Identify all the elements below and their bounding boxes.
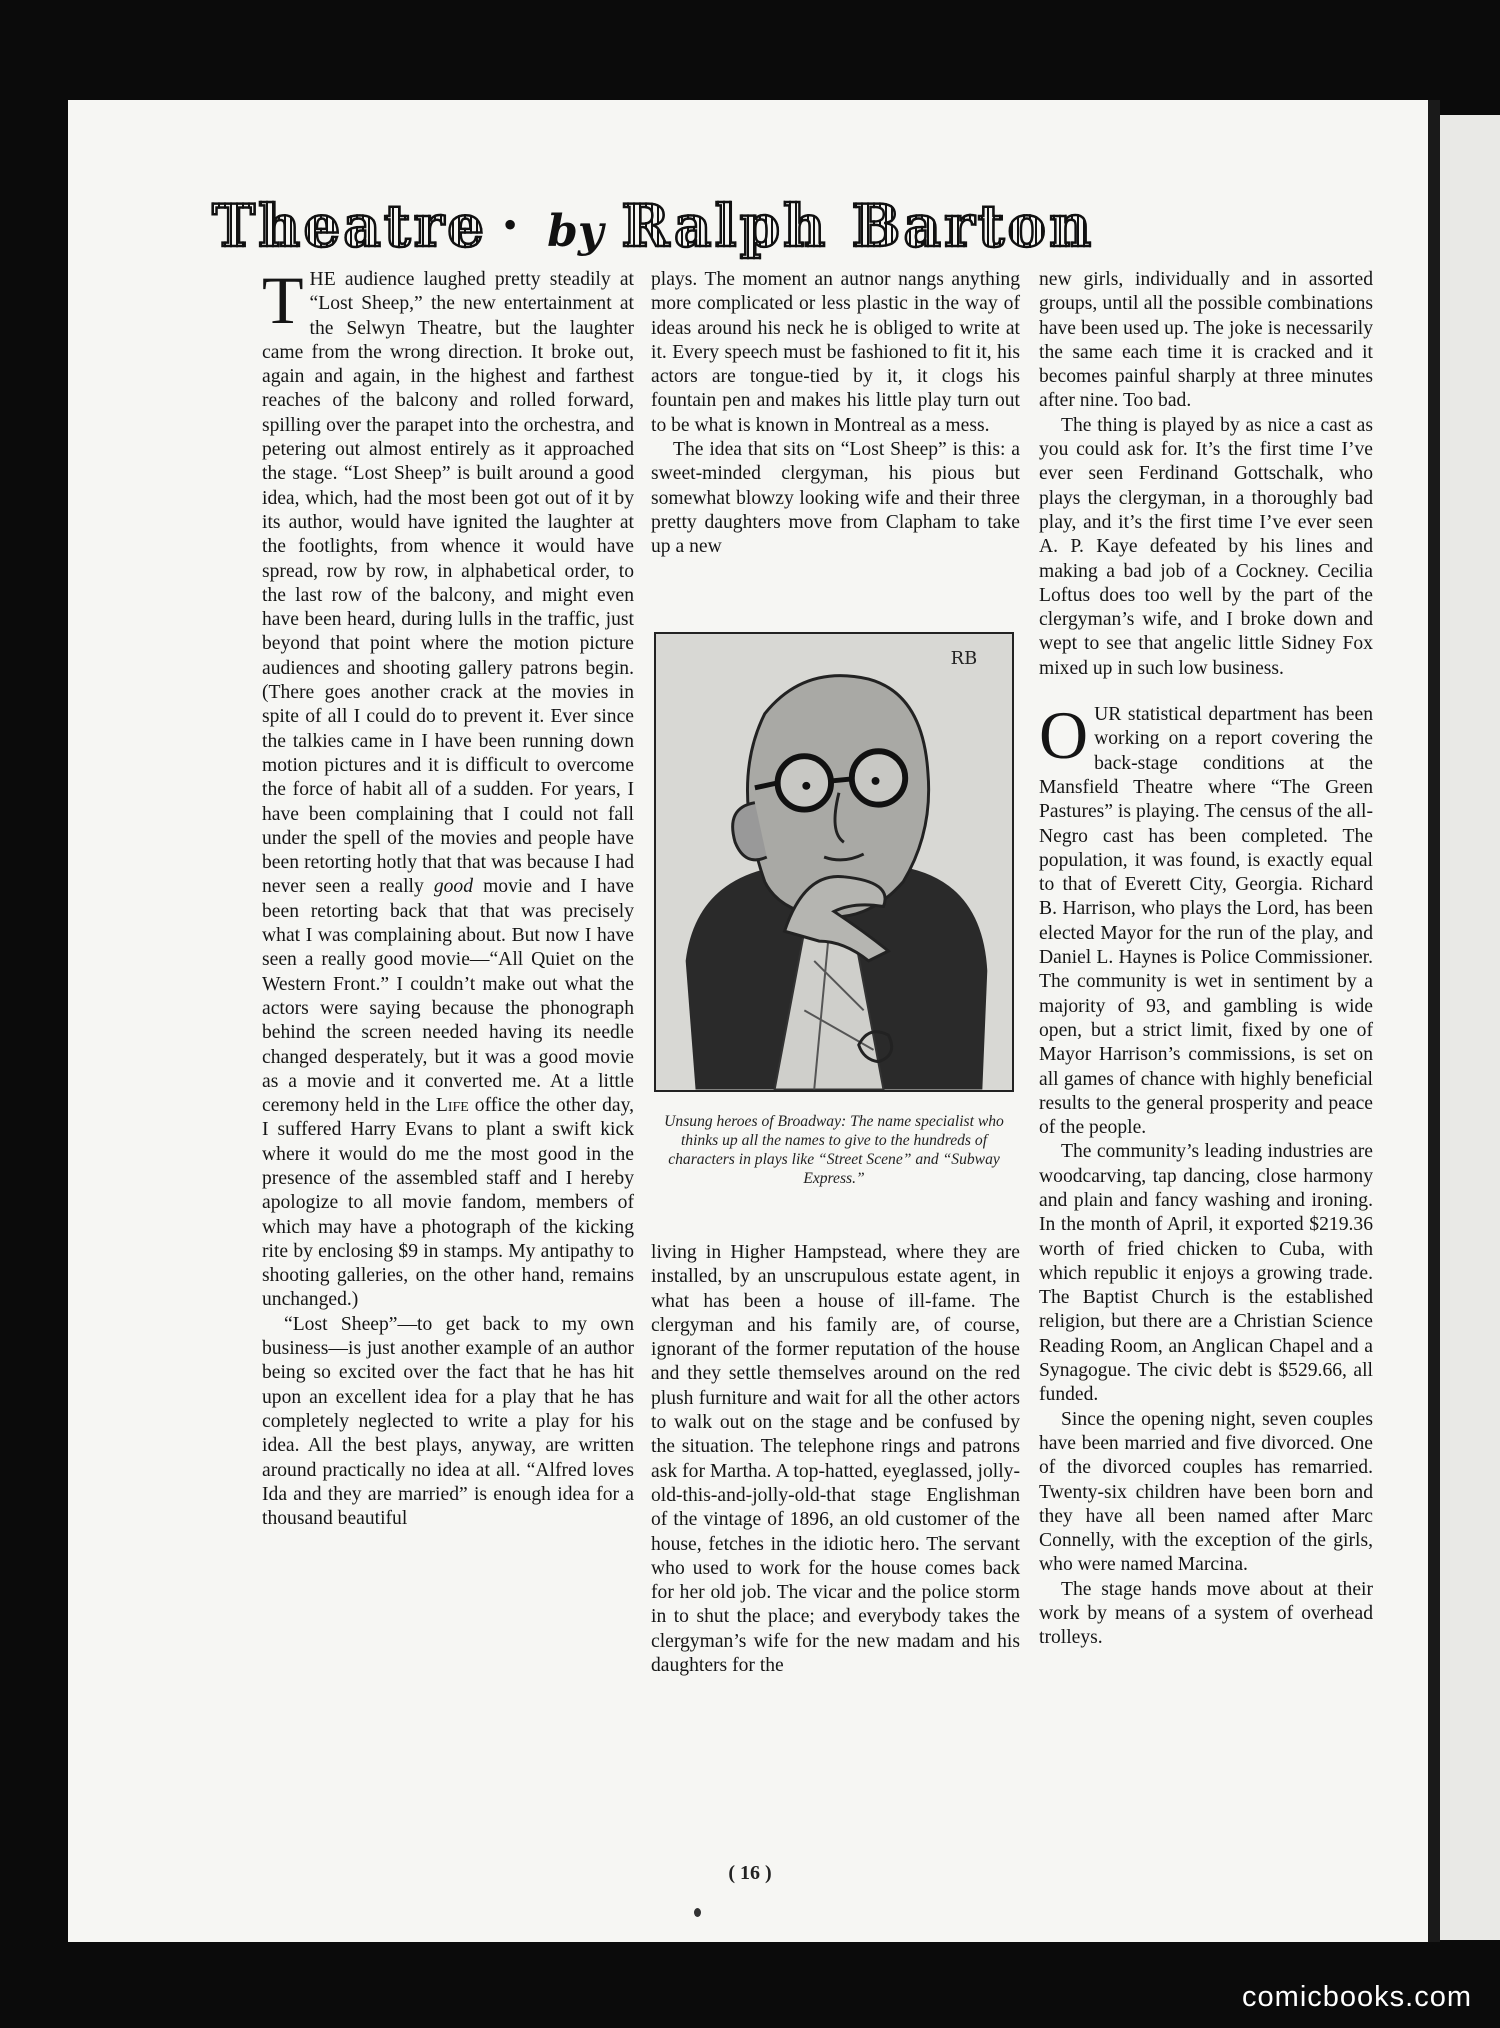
- paragraph: The idea that sits on “Lost Sheep” is this: a sweet-minded clergyman, his pious but somewhat blowzy looking wife and their three pretty daughters move from Clapham to take up a new: [651, 439, 1020, 558]
- paragraph: OUR statistical department has been working on a report covering the back-stage conditions at the Mansfield Theatre where “The Green Pastures” is playing. The census of the all-Negro cast has been completed. The population, it was found, is exactly equal to that of Everett City, Georgia. Richard B. Harrison, who plays the Lord, has been elected Mayor for the run of the play, and Daniel L. Haynes is Police Commissioner. The community is wet in sentiment by a majority of 93, and gambling is wide open, but a strict limit, fixed by one of Mayor Harrison’s commissions, is set on all games of chance with highly beneficial results to the general prosperity and peace of the people.: [1039, 697, 1373, 1139]
- page-number: ( 16 ): [728, 1862, 772, 1884]
- page-gutter: [1428, 100, 1440, 1942]
- header-separator: •: [503, 202, 518, 247]
- section-title: Theatre: [212, 192, 488, 260]
- print-speck: [694, 1908, 701, 1917]
- section-header: [212, 192, 1377, 262]
- paragraph: THE audience laughed pretty steadily at “Lost Sheep,” the new entertainment at the Selwyn Theatre, but the laughter came from the wrong direction. It broke out, again and again, in the highest and farthest reaches of the balcony and rolled forward, spilling over the parapet into the orchestra, and petering out almost entirely as it approached the stage. “Lost Sheep” is built around a good idea, which, had the most been got out of it by its author, would have ignited the laughter at the footlights, from whence it would have spread, row by row, in alphabetical order, to the last row of the balcony, and might even have been heard, during lulls in the traffic, just beyond that point where the motion picture audiences and shooting gallery patrons begin. (There goes another crack at the movies in spite of all I could do to prevent it. Ever since the talkies came in I have been running down motion pictures and it is difficult to overcome the force of habit all of a sudden. For years, I have been complaining that I could not fall under the spell of the movies and people have been retorting hotly that that was because I had never seen a really good movie and I have been retorting back that that was precisely what I was complaining about. But now I have seen a really good movie—“All Quiet on the Western Front.” I couldn’t make out what the actors were saying because the phonograph behind the screen needed having its needle changed desperately, but it was a good movie as a movie and it converted me. At a little ceremony held in the Life office the other day, I suffered Harry Evans to plant a swift kick where it would do me the most good in the presence of the assembled staff and I hereby apologize to all movie fandom, members of which may have a photograph of the kicking rite by enclosing $9 in stamps. My antipathy to shooting galleries, on the other hand, remains unchanged.): [262, 262, 635, 1311]
- paragraph: new girls, individually and in assorted groups, until all the possible combinations have been used up. The joke is necessarily the same each time it is cracked and it becomes painful sharply at three minutes after nine. Too bad.: [1039, 269, 1373, 412]
- paragraph: Since the opening night, seven couples have been married and five divorced. One of the divorced couples has remarried. Twenty-six children have been born and they have all been named after Marc Connelly, with the exception of the girls, who were named Marcina.: [1039, 1408, 1373, 1576]
- column-1: [262, 262, 635, 1531]
- paragraph: plays. The moment an autnor nangs anything more complicated or less plastic in the way of ideas around his neck he is obliged to write at it. Every speech must be fashioned to fit it, his actors are tongue-tied by it, it clogs his fountain pen and makes his little play turn out to be what is known in Montreal as a mess.: [651, 269, 1020, 436]
- artist-monogram: RB: [950, 648, 978, 670]
- caricature-illustration: [654, 632, 1014, 1092]
- paragraph: “Lost Sheep”—to get back to my own business—is just another example of an author being so excited over the fact that he has hit upon an excellent idea for a play that he has completely neglected to write a play for his idea. All the best plays, anyway, are written around practically no idea at all. “Alfred loves Ida and they are married” is enough idea for a thousand beautiful: [262, 1313, 634, 1530]
- illustration-caption: Unsung heroes of Broadway: The name specialist who thinks up all the names to give to the hundreds of characters in plays like “Street Scene” and “Subway Express.”: [664, 1113, 1004, 1187]
- byline-author: Ralph Barton: [621, 192, 1095, 260]
- byline-by: by: [547, 206, 604, 257]
- column-3: [1039, 268, 1373, 1651]
- watermark-text: comicbooks.com: [1242, 1981, 1472, 2013]
- caricature-drawing: [656, 634, 1012, 1090]
- paragraph: The stage hands move about at their work by means of a system of overhead trolleys.: [1039, 1578, 1373, 1649]
- paragraph: living in Higher Hampstead, where they are installed, by an unscrupulous estate agent, in what has been a house of ill-fame. The clergyman and his family are, of course, ignorant of the former reputation of the house and they settle themselves around on the red plush furniture and wait for all the other actors to walk out on the stage and be confused by the situation. The telephone rings and patrons ask for Martha. A top-hatted, eyeglassed, jolly-old-this-and-jolly-old-that stage Englishman of the vintage of 1896, an old customer of the house, fetches in the idiotic hero. The servant who used to work for the house comes back for her old job. The vicar and the police storm in to shut the place; and everybody takes the clergyman’s wife for the new madam and his daughters for the: [651, 1242, 1020, 1677]
- paragraph: The thing is played by as nice a cast as you could ask for. It’s the first time I’ve ever seen Ferdinand Gottschalk, who plays the clergyman, in a thoroughly bad play, and it’s the first time I’ve ever seen A. P. Kaye defeated by his lines and making a bad job of a Cockney. Cecilia Loftus does too well by the part of the clergyman’s wife, and I broke down and wept to see that angelic little Sidney Fox mixed up in such low business.: [1039, 414, 1373, 679]
- paragraph: The community’s leading industries are woodcarving, tap dancing, close harmony and plain and fancy washing and ironing. In the month of April, it exported $219.36 worth of fried chicken to Cuba, with which republic it enjoys a growing trade. The Baptist Church is the established religion, but there are a Christian Science Reading Room, an Anglican Chapel and a Synagogue. The civic debt is $529.66, all funded.: [1039, 1141, 1373, 1406]
- drop-cap: T: [262, 262, 304, 338]
- next-page-edge: [1440, 115, 1500, 1940]
- drop-cap: O: [1039, 697, 1089, 774]
